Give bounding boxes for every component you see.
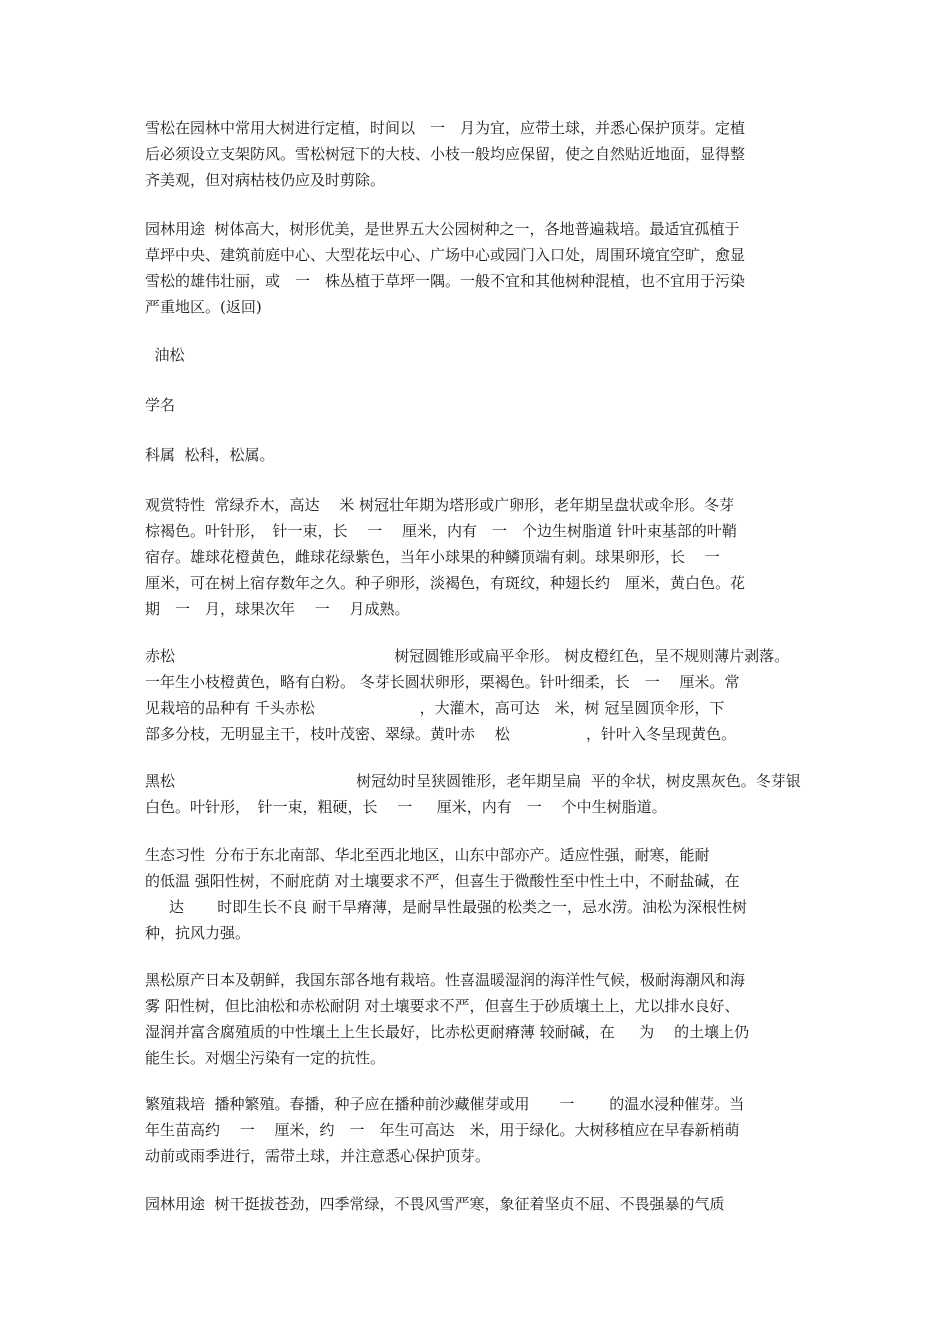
text-line: 年生苗高约 一 厘米，约 一 年生可高达 米，用于绿化。大树移植应在早春新梢萌 bbox=[145, 1121, 740, 1139]
text-line: 部多分枝，无明显主干，枝叶茂密、翠绿。黄叶赤 松 ，针叶入冬呈现黄色。 bbox=[145, 725, 737, 743]
paragraph-black-pine-origin bbox=[145, 967, 815, 1071]
paragraph-pine-landscape-use bbox=[145, 1191, 815, 1217]
text-line: 厘米，可在树上宿存数年之久。种子卵形，淡褐色，有斑纹，种翅长约 厘米，黄白色。花 bbox=[145, 574, 746, 592]
text-line: 黑松 树冠幼时呈狭圆锥形，老年期呈扁 平的伞状，树皮黑灰色。冬芽银 bbox=[145, 772, 801, 790]
text-line: 宿存。雄球花橙黄色，雌球花绿紫色，当年小球果的种鳞顶端有刺。球果卵形，长 一 bbox=[145, 548, 720, 566]
text-line: 雪松在园林中常用大树进行定植，时间以 一 月为宜，应带土球，并悉心保护顶芽。定植 bbox=[145, 119, 746, 137]
text-line: 白色。叶针形， 针一束，粗硬，长 一 厘米，内有 一 个中生树脂道。 bbox=[145, 798, 667, 816]
text-line: 草坪中央、建筑前庭中心、大型花坛中心、广场中心或园门入口处，周围环境宜空旷，愈显 bbox=[145, 246, 746, 264]
text-line: 能生长。对烟尘污染有一定的抗性。 bbox=[145, 1049, 386, 1067]
text-line: 达 时即生长不良 耐干旱瘠薄，是耐旱性最强的松类之一，忌水涝。油松为深根性树 bbox=[145, 898, 747, 916]
text-line: 生态习性 分布于东北南部、华北至西北地区，山东中部亦产。适应性强，耐寒，能耐 bbox=[145, 846, 710, 864]
text-line: 后必须设立支架防风。雪松树冠下的大枝、小枝一般均应保留，使之自然贴近地面，显得整 bbox=[145, 145, 746, 163]
paragraph-propagation bbox=[145, 1091, 815, 1169]
text-line: 园林用途 树体高大，树形优美，是世界五大公园树种之一，各地普遍栽培。最适宜孤植于 bbox=[145, 220, 740, 238]
paragraph-ecological-habits bbox=[145, 842, 815, 946]
paragraph-japanese-red-pine bbox=[145, 643, 815, 747]
text-line: 湿润并富含腐殖质的中性壤土上生长最好，比赤松更耐瘠薄 较耐碱，在 为 的土壤上仍 bbox=[145, 1023, 750, 1041]
text-line: 一年生小枝橙黄色，略有白粉。 冬芽长圆状卵形，栗褐色。针叶细柔，长 一 厘米。常 bbox=[145, 673, 740, 691]
text-line: 严重地区。(返回) bbox=[145, 298, 262, 316]
text-line: 雾 阳性树，但比油松和赤松耐阴 对土壤要求不严，但喜生于砂质壤土上，尤以排水良好、 bbox=[145, 997, 740, 1015]
paragraph-ornamental-features bbox=[145, 492, 815, 622]
text-line: 观赏特性 常绿乔木，高达 米 树冠壮年期为塔形或广卵形，老年期呈盘状或伞形。冬芽 bbox=[145, 496, 735, 514]
paragraph-cedar-planting bbox=[145, 115, 815, 193]
text-line: 期 一 月，球果次年 一 月成熟。 bbox=[145, 600, 410, 618]
text-line: 黑松原产日本及朝鲜，我国东部各地有栽培。性喜温暖湿润的海洋性气候，极耐海潮风和海 bbox=[145, 971, 746, 989]
text-line: 棕褐色。叶针形， 针一束，长 一 厘米，内有 一 个边生树脂道 针叶束基部的叶鞘 bbox=[145, 522, 737, 540]
heading-line: 油松 bbox=[145, 346, 185, 364]
paragraph-family-genus bbox=[145, 442, 815, 468]
text-line: 动前或雨季进行，需带土球，并注意悉心保护顶芽。 bbox=[145, 1147, 491, 1165]
text-line: 齐美观，但对病枯枝仍应及时剪除。 bbox=[145, 171, 386, 189]
text-line: 见栽培的品种有 千头赤松 ，大灌木，高可达 米，树 冠呈圆顶伞形，下 bbox=[145, 699, 725, 717]
scientific-name-label bbox=[145, 392, 815, 418]
text-line: 种，抗风力强。 bbox=[145, 924, 251, 942]
text-line: 学名 bbox=[145, 396, 176, 414]
paragraph-black-pine bbox=[145, 768, 815, 820]
text-line: 赤松 树冠圆锥形或扁平伞形。 树皮橙红色，呈不规则薄片剥落。 bbox=[145, 647, 790, 665]
text-line: 科属 松科，松属。 bbox=[145, 446, 275, 464]
section-heading-pinus-tabuliformis bbox=[145, 342, 815, 368]
text-line: 雪松的雄伟壮丽，或 一 株丛植于草坪一隅。一般不宜和其他树种混植，也不宜用于污染 bbox=[145, 272, 746, 290]
text-line: 繁殖栽培 播种繁殖。春播，种子应在播种前沙藏催芽或用 一 的温水浸种催芽。当 bbox=[145, 1095, 745, 1113]
paragraph-cedar-landscape-use bbox=[145, 216, 815, 320]
text-line: 的低温 强阳性树，不耐庇荫 对土壤要求不严，但喜生于微酸性至中性土中，不耐盐碱，在 bbox=[145, 872, 740, 890]
text-line: 园林用途 树干挺拔苍劲，四季常绿，不畏风雪严寒，象征着坚贞不屈、不畏强暴的气质 bbox=[145, 1195, 725, 1213]
